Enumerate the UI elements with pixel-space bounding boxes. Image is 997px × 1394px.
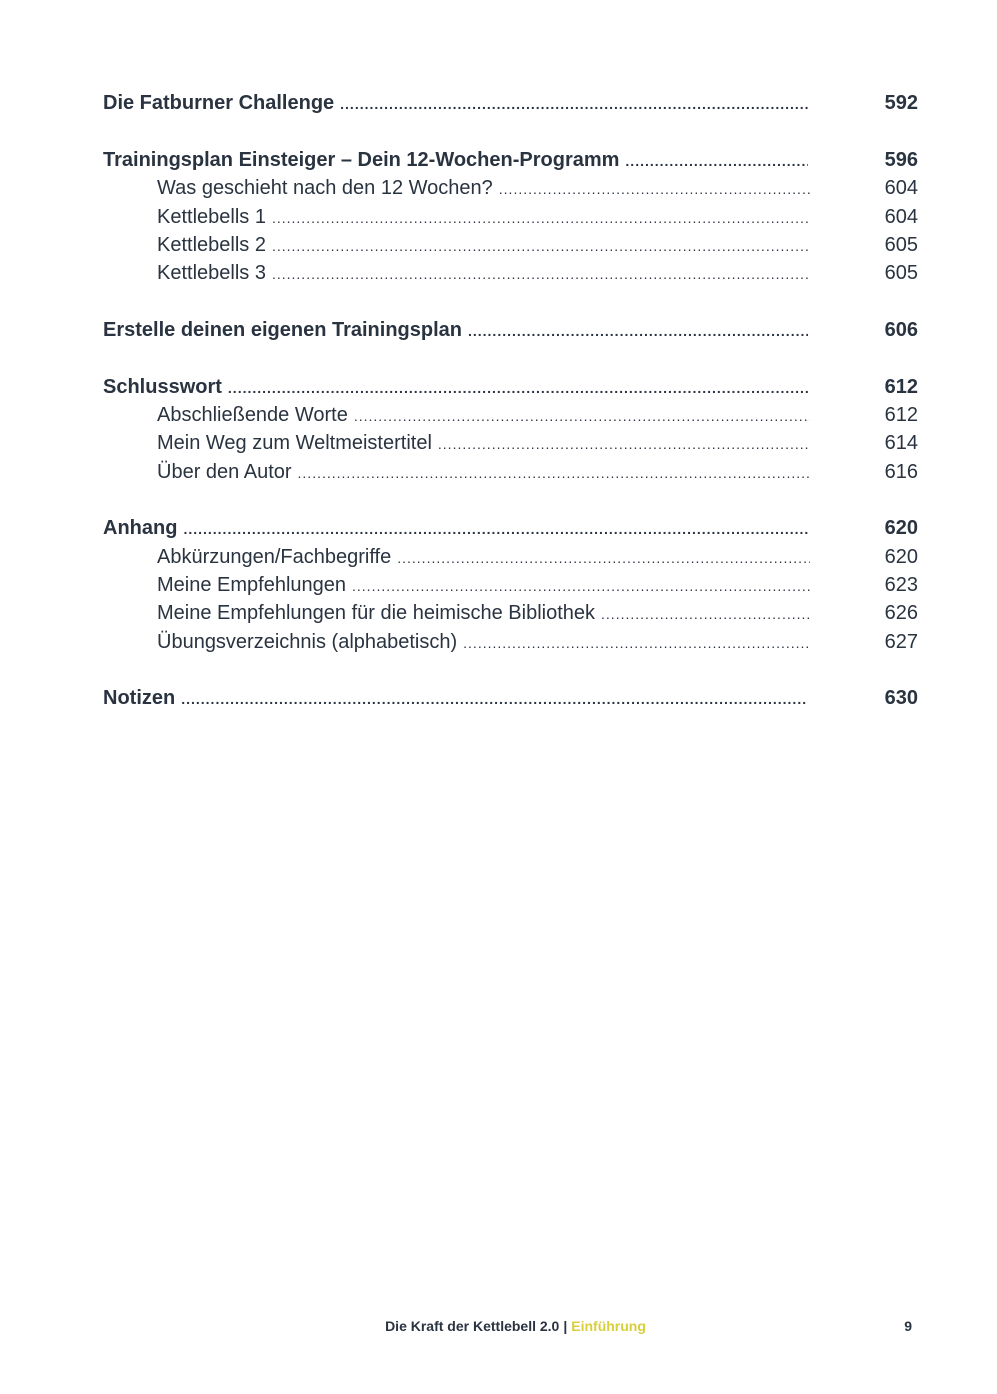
- toc-entry-sub[interactable]: [157, 461, 918, 489]
- toc-entry-title: Schlusswort: [103, 376, 222, 398]
- toc-entry-title: Anhang: [103, 517, 178, 539]
- toc-entry-main[interactable]: [103, 319, 918, 347]
- toc-entry-main[interactable]: [103, 376, 918, 404]
- footer-section-name: Einführung: [571, 1318, 646, 1334]
- toc-dot-leader: [438, 436, 810, 452]
- toc-entry-title: Kettlebells 2: [157, 234, 266, 256]
- toc-entry-page: 605: [884, 262, 918, 284]
- toc-dot-leader: [625, 153, 808, 169]
- toc-entry-title: Abkürzungen/Fachbegriffe: [157, 546, 392, 568]
- toc-entry-page: 612: [884, 376, 918, 398]
- toc-entry-title: Meine Empfehlungen für die heimische Bibliothek: [157, 602, 596, 624]
- toc-entry-page: 630: [884, 687, 918, 709]
- toc-entry-page: 616: [884, 461, 918, 483]
- toc-dot-leader: [228, 380, 808, 396]
- toc-dot-leader: [601, 606, 810, 622]
- toc-entry-page: 626: [884, 602, 918, 624]
- running-footer: [0, 1318, 997, 1334]
- toc-dot-leader: [272, 210, 810, 226]
- toc-dot-leader: [468, 323, 808, 339]
- toc-entry-main[interactable]: [103, 149, 918, 177]
- toc-entry-title: Abschließende Worte: [157, 404, 348, 426]
- toc-dot-leader: [181, 691, 808, 707]
- toc-entry-sub[interactable]: [157, 546, 918, 574]
- toc-entry-sub[interactable]: [157, 177, 918, 205]
- toc-entry-main[interactable]: [103, 687, 918, 715]
- toc-dot-leader: [272, 266, 810, 282]
- toc-entry-sub[interactable]: [157, 206, 918, 234]
- toc-entry-page: 596: [884, 149, 918, 171]
- toc-entry-page: 606: [884, 319, 918, 341]
- footer-book-title: Die Kraft der Kettlebell 2.0: [385, 1318, 560, 1334]
- toc-entry-page: 604: [884, 206, 918, 228]
- toc-entry-title: Was geschieht nach den 12 Wochen?: [157, 177, 493, 199]
- toc-dot-leader: [397, 550, 810, 566]
- toc-entry-title: Mein Weg zum Weltmeistertitel: [157, 432, 432, 454]
- toc-entry-title: Meine Empfehlungen: [157, 574, 347, 596]
- toc-entry-title: Kettlebells 1: [157, 206, 266, 228]
- page-footer: [0, 1318, 997, 1340]
- toc-entry-page: 604: [884, 177, 918, 199]
- toc-dot-leader: [183, 521, 808, 537]
- toc-entry-sub[interactable]: [157, 404, 918, 432]
- toc-entry-sub[interactable]: [157, 234, 918, 262]
- toc-entry-page: 620: [884, 546, 918, 568]
- toc-entry-page: 605: [884, 234, 918, 256]
- toc-dot-leader: [298, 465, 810, 481]
- toc-entry-title: Notizen: [103, 687, 176, 709]
- toc-entry-title: Erstelle deinen eigenen Trainingsplan: [103, 319, 462, 341]
- toc-entry-title: Kettlebells 3: [157, 262, 266, 284]
- toc-entry-page: 592: [884, 92, 918, 114]
- toc-entry-main[interactable]: [103, 517, 918, 545]
- toc-entry-main[interactable]: [103, 92, 918, 120]
- page-number: 9: [904, 1318, 912, 1334]
- toc-entry-page: 623: [884, 574, 918, 596]
- toc-entry-sub[interactable]: [157, 262, 918, 290]
- toc-entry-page: 612: [884, 404, 918, 426]
- toc-entry-title: Übungsverzeichnis (alphabetisch): [157, 631, 458, 653]
- toc-entry-page: 627: [884, 631, 918, 653]
- toc-dot-leader: [352, 578, 810, 594]
- toc-entry-sub[interactable]: [157, 574, 918, 602]
- toc-entry-page: 614: [884, 432, 918, 454]
- toc-dot-leader: [354, 408, 810, 424]
- toc-entry-title: Trainingsplan Einsteiger – Dein 12-Wochen-Programm: [103, 149, 620, 171]
- toc-entry-title: Die Fatburner Challenge: [103, 92, 335, 114]
- toc-entry-page: 620: [884, 517, 918, 539]
- toc-entry-sub[interactable]: [157, 631, 918, 659]
- toc-dot-leader: [463, 635, 810, 651]
- toc-dot-leader: [499, 181, 810, 197]
- toc-entry-sub[interactable]: [157, 602, 918, 630]
- footer-separator: |: [563, 1318, 568, 1334]
- toc-entry-sub[interactable]: [157, 432, 918, 460]
- toc-dot-leader: [272, 238, 810, 254]
- toc-dot-leader: [340, 96, 808, 112]
- toc-entry-title: Über den Autor: [157, 461, 292, 483]
